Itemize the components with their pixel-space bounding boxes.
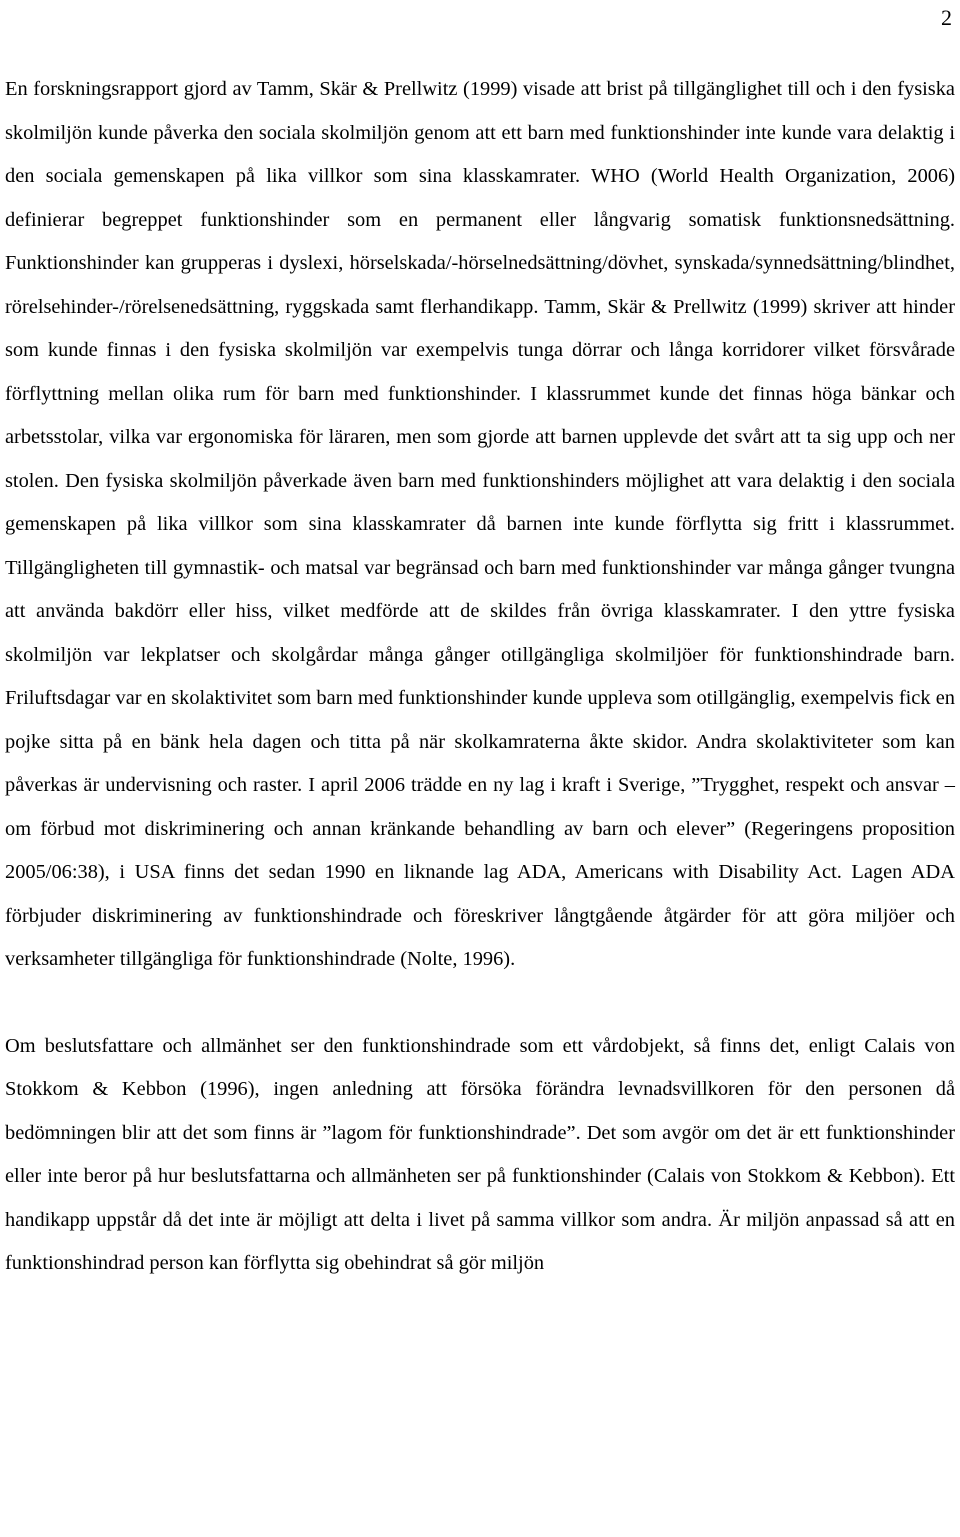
page-number: 2	[941, 5, 952, 30]
paragraph-1: En forskningsrapport gjord av Tamm, Skär & Prellwitz (1999) visade att brist på tillgänglighet till och i den fysiska skolmiljön kunde påverka den sociala skolmiljön genom att ett barn med funktionshinder inte kunde vara delaktig i den sociala gemenskapen på lika villkor som sina klasskamrater. WHO (World Health Organization, 2006) definierar begreppet funktionshinder som en permanent eller långvarig somatisk funktionsnedsättning. Funktionshinder kan grupperas i dyslexi, hörselskada/-hörselnedsättning/dövhet, synskada/synnedsättning/blindhet, rörelsehinder-/rörelsenedsättning, ryggskada samt flerhandikapp. Tamm, Skär & Prellwitz (1999) skriver att hinder som kunde finnas i den fysiska skolmiljön var exempelvis tunga dörrar och långa korridorer vilket försvårade förflyttning mellan olika rum för barn med funktionshinder. I klassrummet kunde det finnas höga bänkar och arbetsstolar, vilka var ergonomiska för läraren, men som gjorde att barnen upplevde det svårt att ta sig upp och ner stolen. Den fysiska skolmiljön påverkade även barn med funktionshinders möjlighet att vara delaktig i den sociala gemenskapen på lika villkor som sina klasskamrater då barnen inte kunde förflytta sig fritt i klassrummet. Tillgängligheten till gymnastik- och matsal var begränsad och barn med funktionshinder var många gånger tvungna att använda bakdörr eller hiss, vilket medförde att de skildes från övriga klasskamrater. I den yttre fysiska skolmiljön var lekplatser och skolgårdar många gånger otillgängliga skolmiljöer för funktionshindrade barn. Friluftsdagar var en skolaktivitet som barn med funktionshinder kunde uppleva som otillgänglig, exempelvis fick en pojke sitta på en bänk hela dagen och titta på när skolkamraterna åkte skidor. Andra skolaktiviteter som kan påverkas är undervisning och raster. I april 2006 trädde en ny lag i kraft i Sverige, ”Trygghet, respekt och ansvar – om förbud mot diskriminering och annan kränkande behandling av barn och elever” (Regeringens proposition 2005/06:38), i USA finns det sedan 1990 en liknande lag ADA, Americans with Disability Act. Lagen ADA förbjuder diskriminering av funktionshindrade och föreskriver långtgående åtgärder för att göra miljöer och verksamheter tillgängliga för funktionshindrade (Nolte, 1996).	[5, 78, 955, 970]
document-body	[5, 68, 955, 1286]
paragraph-2: Om beslutsfattare och allmänhet ser den funktionshindrade som ett vårdobjekt, så finns det, enligt Calais von Stokkom & Kebbon (1996), ingen anledning att försöka förändra levnadsvillkoren för den personen då bedömningen blir att det som finns är ”lagom för funktionshindrade”. Det som avgör om det är ett funktionshinder eller inte beror på hur beslutsfattarna och allmänheten ser på funktionshinder (Calais von Stokkom & Kebbon). Ett handikapp uppstår då det inte är möjligt att delta i livet på samma villkor som andra. Är miljön anpassad så att en funktionshindrad person kan förflytta sig obehindrat så gör miljön	[5, 1034, 955, 1274]
